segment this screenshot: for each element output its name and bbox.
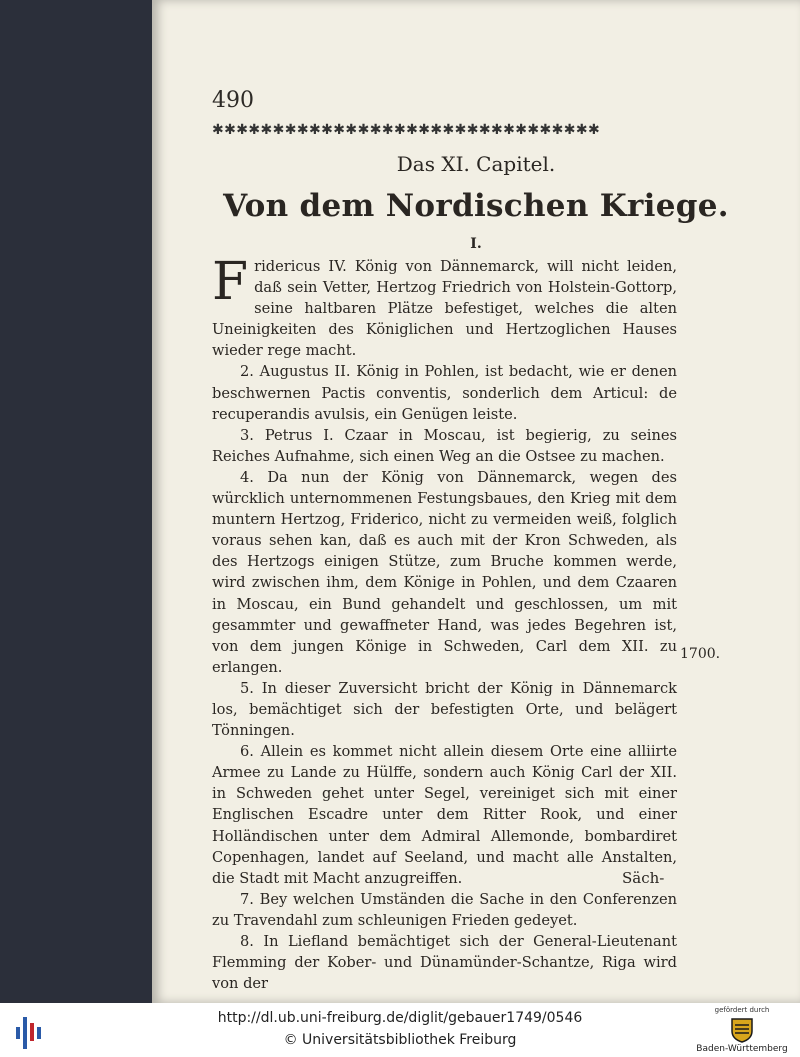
body-text (212, 252, 677, 994)
chapter-label: Das XI. Capitel. (396, 152, 556, 176)
paragraph-4: 4. Da nun der König von Dännemarck, wegen des würcklich unternommenen Festungsbaues, den Krieg mit dem muntern Hertzog, Friderico, nicht zu vermeiden weiß, folglich voraus sehen kan, daß es auch mit der Kron Schweden, als des Hertzogs einigen Stütze, zum Bruche kommen werde, wird zwischen ihm, dem Könige in Pohlen, und dem Czaaren in Moscau, ein Bund gehandelt und geschlossen, um mit gesammter und gewaffneter Hand, was jedes Begehren ist, von dem jungen Könige in Schweden, Carl dem XII. zu erlangen. (212, 468, 677, 676)
catchword: Säch- (622, 869, 665, 887)
book-page (152, 0, 800, 1003)
footer-bar (0, 1003, 800, 1057)
paragraph-2: 2. Augustus II. König in Pohlen, ist bedacht, wie er denen beschwernen Pactis conventis, sonderlich dem Articul: de recuperandis avulsis, ein Genügen leiste. (212, 363, 677, 423)
margin-year-note: 1700. (680, 646, 721, 662)
paragraph-3: 3. Petrus I. Czaar in Moscau, ist begierig, zu seines Reiches Aufnahme, sich einen Weg an die Ostsee zu machen. (212, 426, 677, 465)
drop-cap: F (212, 252, 249, 312)
paragraph-text: ridericus IV. König von Dännemarck, will nicht leiden, daß sein Vetter, Hertzog Friedrich von Holstein-Gottorp, seine haltbaren Plätze befestiget, welches die alten Uneinigkeiten des Königlichen und Hertzoglichen Hauses wieder rege macht. (212, 258, 677, 360)
paragraph-7: 7. Bey welchen Umständen die Sache in den Conferenzen zu Travendahl zum schleunigen Frieden gedeyet. (212, 890, 677, 929)
funding-label: gefördert durch (714, 1006, 770, 1014)
paragraph-8: 8. In Liefland bemächtiget sich der General-Lieutenant Flemming der Kober- und Dünamünder-Schantze, Riga wird von der (212, 933, 677, 993)
section-number: I. (470, 236, 482, 252)
chapter-title: Von dem Nordischen Kriege. (223, 188, 729, 224)
copyright-notice: © Universitätsbibliothek Freiburg (283, 1032, 517, 1048)
coat-of-arms-icon[interactable] (730, 1017, 754, 1043)
paragraph-1 (212, 252, 677, 361)
paragraph-5: 5. In dieser Zuversicht bricht der König in Dännemarck los, bemächtiget sich der befestigten Orte, und belägert Tönningen. (212, 679, 677, 740)
funding-name: Baden-Württemberg (696, 1044, 788, 1054)
viewer-left-panel (0, 0, 152, 1003)
ornament-border: ✱✱✱✱✱✱✱✱✱✱✱✱✱✱✱✱✱✱✱✱✱✱✱✱✱✱✱✱✱✱✱✱ (212, 122, 601, 138)
paragraph-6: 6. Allein es kommet nicht allein diesem Orte eine alliirte Armee zu Lande zu Hülffe, sondern auch König Carl der XII. in Schweden gehet unter Segel, vereiniget sich mit einer Englischen Escadre unter dem Ritter Rook, und einer Holländischen unter dem Admiral Allemonde, bombardiret Copenhagen, landet auf Seeland, und macht alle Anstalten, die Stadt mit Macht anzugreiffen. (212, 743, 677, 887)
page-number: 490 (212, 88, 254, 113)
permalink-url[interactable]: http://dl.ub.uni-freiburg.de/diglit/gebauer1749/0546 (217, 1010, 583, 1026)
